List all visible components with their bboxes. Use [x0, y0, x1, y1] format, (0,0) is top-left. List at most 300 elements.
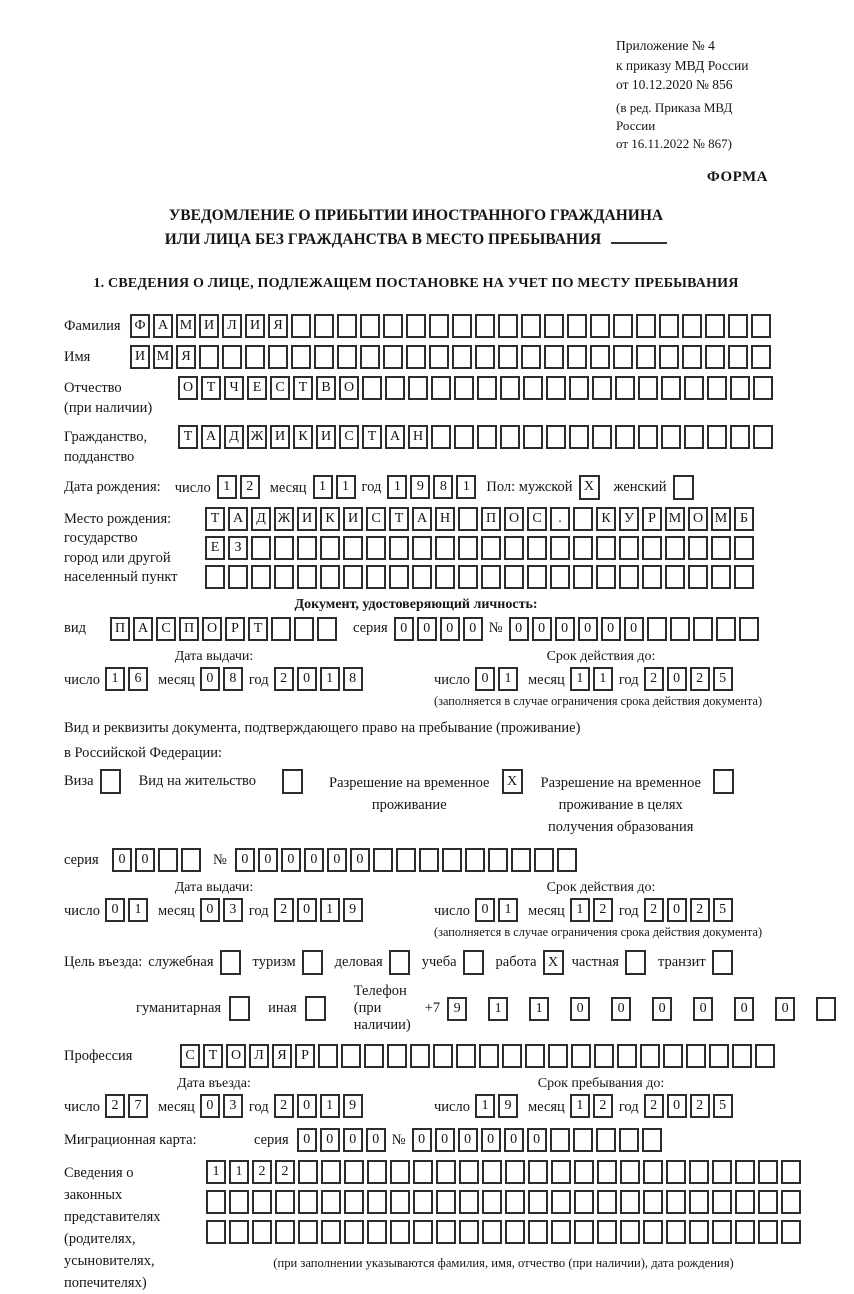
char-cell[interactable] — [816, 997, 836, 1021]
char-cell[interactable] — [320, 565, 340, 589]
char-cell[interactable]: 2 — [644, 667, 664, 691]
char-cell[interactable] — [459, 1220, 479, 1244]
char-cell[interactable] — [390, 1160, 410, 1184]
char-cell[interactable] — [475, 314, 495, 338]
char-cell[interactable] — [661, 425, 681, 449]
char-cell[interactable]: 1 — [498, 898, 518, 922]
char-cell[interactable]: О — [226, 1044, 246, 1068]
char-cell[interactable]: Ж — [274, 507, 294, 531]
char-cell[interactable] — [366, 565, 386, 589]
char-cell[interactable] — [548, 1044, 568, 1068]
char-cell[interactable] — [550, 1128, 570, 1152]
char-cell[interactable] — [337, 314, 357, 338]
purpose-transit-checkbox[interactable] — [712, 950, 733, 975]
residence-permit-checkbox[interactable] — [282, 769, 303, 794]
char-cell[interactable]: 0 — [509, 617, 529, 641]
char-cell[interactable] — [452, 345, 472, 369]
char-cell[interactable] — [390, 1190, 410, 1214]
char-cell[interactable] — [620, 1220, 640, 1244]
char-cell[interactable]: И — [199, 314, 219, 338]
char-cell[interactable] — [705, 314, 725, 338]
char-cell[interactable] — [482, 1160, 502, 1184]
char-cell[interactable] — [527, 565, 547, 589]
char-cell[interactable] — [367, 1190, 387, 1214]
char-cell[interactable] — [642, 1128, 662, 1152]
char-cell[interactable]: Р — [295, 1044, 315, 1068]
char-cell[interactable]: З — [228, 536, 248, 560]
char-cell[interactable]: Ж — [247, 425, 267, 449]
char-cell[interactable]: 2 — [252, 1160, 272, 1184]
char-cell[interactable]: С — [270, 376, 290, 400]
char-cell[interactable]: 1 — [570, 898, 590, 922]
char-cell[interactable] — [429, 314, 449, 338]
char-cell[interactable] — [252, 1190, 272, 1214]
char-cell[interactable] — [712, 1220, 732, 1244]
char-cell[interactable]: 1 — [498, 667, 518, 691]
char-cell[interactable]: 0 — [297, 1094, 317, 1118]
char-cell[interactable] — [321, 1190, 341, 1214]
char-cell[interactable] — [574, 1190, 594, 1214]
char-cell[interactable]: 8 — [223, 667, 243, 691]
char-cell[interactable] — [619, 536, 639, 560]
char-cell[interactable]: 0 — [435, 1128, 455, 1152]
char-cell[interactable]: 0 — [297, 1128, 317, 1152]
char-cell[interactable]: В — [316, 376, 336, 400]
char-cell[interactable]: К — [293, 425, 313, 449]
char-cell[interactable] — [528, 1160, 548, 1184]
char-cell[interactable]: 0 — [481, 1128, 501, 1152]
char-cell[interactable] — [615, 425, 635, 449]
char-cell[interactable]: 0 — [112, 848, 132, 872]
char-cell[interactable]: С — [527, 507, 547, 531]
char-cell[interactable] — [686, 1044, 706, 1068]
char-cell[interactable] — [367, 1220, 387, 1244]
char-cell[interactable] — [551, 1190, 571, 1214]
char-cell[interactable] — [413, 1220, 433, 1244]
char-cell[interactable] — [647, 617, 667, 641]
char-cell[interactable]: С — [180, 1044, 200, 1068]
char-cell[interactable]: О — [339, 376, 359, 400]
char-cell[interactable] — [711, 565, 731, 589]
char-cell[interactable] — [298, 1220, 318, 1244]
char-cell[interactable] — [229, 1190, 249, 1214]
char-cell[interactable] — [755, 1044, 775, 1068]
char-cell[interactable]: 0 — [475, 667, 495, 691]
char-cell[interactable] — [482, 1220, 502, 1244]
char-cell[interactable] — [712, 1190, 732, 1214]
char-cell[interactable]: 0 — [350, 848, 370, 872]
char-cell[interactable]: И — [270, 425, 290, 449]
char-cell[interactable] — [504, 565, 524, 589]
char-cell[interactable] — [268, 345, 288, 369]
char-cell[interactable] — [274, 536, 294, 560]
char-cell[interactable] — [615, 376, 635, 400]
char-cell[interactable]: 2 — [690, 898, 710, 922]
char-cell[interactable]: 2 — [275, 1160, 295, 1184]
char-cell[interactable]: И — [316, 425, 336, 449]
char-cell[interactable] — [364, 1044, 384, 1068]
char-cell[interactable] — [592, 376, 612, 400]
char-cell[interactable] — [511, 848, 531, 872]
char-cell[interactable]: 2 — [690, 667, 710, 691]
char-cell[interactable]: 2 — [274, 1094, 294, 1118]
char-cell[interactable] — [693, 617, 713, 641]
char-cell[interactable]: 8 — [433, 475, 453, 499]
char-cell[interactable] — [753, 376, 773, 400]
char-cell[interactable]: 1 — [320, 1094, 340, 1118]
char-cell[interactable]: Я — [176, 345, 196, 369]
char-cell[interactable] — [525, 1044, 545, 1068]
char-cell[interactable] — [291, 345, 311, 369]
char-cell[interactable] — [321, 1160, 341, 1184]
char-cell[interactable]: А — [228, 507, 248, 531]
char-cell[interactable]: Е — [247, 376, 267, 400]
char-cell[interactable] — [682, 314, 702, 338]
char-cell[interactable] — [642, 536, 662, 560]
char-cell[interactable] — [551, 1160, 571, 1184]
char-cell[interactable] — [613, 345, 633, 369]
char-cell[interactable]: 0 — [105, 898, 125, 922]
char-cell[interactable] — [390, 1220, 410, 1244]
char-cell[interactable] — [590, 345, 610, 369]
char-cell[interactable] — [271, 617, 291, 641]
char-cell[interactable] — [670, 617, 690, 641]
char-cell[interactable] — [481, 536, 501, 560]
char-cell[interactable] — [688, 536, 708, 560]
char-cell[interactable] — [373, 848, 393, 872]
char-cell[interactable]: 0 — [343, 1128, 363, 1152]
char-cell[interactable] — [643, 1220, 663, 1244]
char-cell[interactable] — [360, 345, 380, 369]
char-cell[interactable]: 0 — [135, 848, 155, 872]
char-cell[interactable] — [459, 1160, 479, 1184]
char-cell[interactable] — [643, 1160, 663, 1184]
char-cell[interactable] — [385, 376, 405, 400]
char-cell[interactable] — [574, 1160, 594, 1184]
char-cell[interactable]: 2 — [690, 1094, 710, 1118]
char-cell[interactable] — [433, 1044, 453, 1068]
char-cell[interactable] — [734, 565, 754, 589]
char-cell[interactable] — [298, 1190, 318, 1214]
char-cell[interactable] — [753, 425, 773, 449]
char-cell[interactable]: 9 — [410, 475, 430, 499]
char-cell[interactable] — [709, 1044, 729, 1068]
char-cell[interactable]: 1 — [229, 1160, 249, 1184]
char-cell[interactable]: Р — [225, 617, 245, 641]
char-cell[interactable] — [758, 1220, 778, 1244]
char-cell[interactable] — [318, 1044, 338, 1068]
char-cell[interactable]: У — [619, 507, 639, 531]
purpose-business-checkbox[interactable] — [389, 950, 410, 975]
char-cell[interactable]: Д — [224, 425, 244, 449]
char-cell[interactable]: И — [130, 345, 150, 369]
char-cell[interactable] — [728, 345, 748, 369]
char-cell[interactable]: 5 — [713, 667, 733, 691]
char-cell[interactable] — [297, 565, 317, 589]
char-cell[interactable] — [567, 345, 587, 369]
char-cell[interactable]: С — [339, 425, 359, 449]
char-cell[interactable] — [343, 536, 363, 560]
char-cell[interactable]: О — [178, 376, 198, 400]
char-cell[interactable] — [619, 565, 639, 589]
char-cell[interactable]: И — [297, 507, 317, 531]
char-cell[interactable]: 0 — [475, 898, 495, 922]
char-cell[interactable] — [298, 1160, 318, 1184]
char-cell[interactable] — [251, 536, 271, 560]
char-cell[interactable] — [684, 425, 704, 449]
char-cell[interactable] — [504, 536, 524, 560]
char-cell[interactable] — [546, 425, 566, 449]
char-cell[interactable] — [406, 314, 426, 338]
char-cell[interactable]: Я — [268, 314, 288, 338]
char-cell[interactable] — [344, 1160, 364, 1184]
char-cell[interactable]: 0 — [775, 997, 795, 1021]
char-cell[interactable]: Н — [435, 507, 455, 531]
char-cell[interactable] — [410, 1044, 430, 1068]
char-cell[interactable] — [758, 1190, 778, 1214]
char-cell[interactable] — [222, 345, 242, 369]
char-cell[interactable]: 0 — [440, 617, 460, 641]
char-cell[interactable]: 1 — [475, 1094, 495, 1118]
char-cell[interactable] — [617, 1044, 637, 1068]
char-cell[interactable] — [205, 565, 225, 589]
char-cell[interactable] — [158, 848, 178, 872]
char-cell[interactable]: Л — [222, 314, 242, 338]
char-cell[interactable] — [481, 565, 501, 589]
char-cell[interactable] — [735, 1220, 755, 1244]
purpose-tourism-checkbox[interactable] — [302, 950, 323, 975]
char-cell[interactable] — [389, 536, 409, 560]
char-cell[interactable]: 1 — [593, 667, 613, 691]
char-cell[interactable]: Т — [203, 1044, 223, 1068]
char-cell[interactable]: 0 — [578, 617, 598, 641]
char-cell[interactable] — [436, 1160, 456, 1184]
purpose-study-checkbox[interactable] — [463, 950, 484, 975]
char-cell[interactable] — [429, 345, 449, 369]
char-cell[interactable]: И — [245, 314, 265, 338]
char-cell[interactable] — [642, 565, 662, 589]
char-cell[interactable]: 1 — [570, 667, 590, 691]
char-cell[interactable] — [435, 565, 455, 589]
char-cell[interactable]: 9 — [343, 898, 363, 922]
char-cell[interactable]: 9 — [447, 997, 467, 1021]
char-cell[interactable]: А — [412, 507, 432, 531]
char-cell[interactable]: 1 — [336, 475, 356, 499]
purpose-private-checkbox[interactable] — [625, 950, 646, 975]
purpose-other-checkbox[interactable] — [305, 996, 326, 1021]
char-cell[interactable] — [344, 1220, 364, 1244]
char-cell[interactable] — [206, 1190, 226, 1214]
char-cell[interactable]: 0 — [734, 997, 754, 1021]
char-cell[interactable] — [661, 376, 681, 400]
char-cell[interactable] — [550, 536, 570, 560]
char-cell[interactable] — [228, 565, 248, 589]
char-cell[interactable]: 0 — [611, 997, 631, 1021]
char-cell[interactable]: 2 — [644, 1094, 664, 1118]
char-cell[interactable]: 0 — [652, 997, 672, 1021]
char-cell[interactable]: 0 — [463, 617, 483, 641]
char-cell[interactable]: И — [343, 507, 363, 531]
char-cell[interactable] — [689, 1190, 709, 1214]
char-cell[interactable]: К — [596, 507, 616, 531]
char-cell[interactable] — [659, 314, 679, 338]
char-cell[interactable] — [573, 507, 593, 531]
char-cell[interactable] — [413, 1190, 433, 1214]
char-cell[interactable] — [689, 1160, 709, 1184]
char-cell[interactable] — [567, 314, 587, 338]
char-cell[interactable] — [596, 1128, 616, 1152]
char-cell[interactable]: А — [133, 617, 153, 641]
char-cell[interactable] — [452, 314, 472, 338]
char-cell[interactable] — [317, 617, 337, 641]
male-checkbox[interactable]: X — [579, 475, 600, 500]
char-cell[interactable]: 1 — [313, 475, 333, 499]
char-cell[interactable] — [505, 1190, 525, 1214]
char-cell[interactable]: 1 — [206, 1160, 226, 1184]
char-cell[interactable] — [360, 314, 380, 338]
char-cell[interactable] — [412, 536, 432, 560]
char-cell[interactable] — [638, 425, 658, 449]
char-cell[interactable] — [527, 536, 547, 560]
char-cell[interactable] — [666, 1160, 686, 1184]
char-cell[interactable] — [590, 314, 610, 338]
char-cell[interactable] — [297, 536, 317, 560]
char-cell[interactable] — [482, 1190, 502, 1214]
char-cell[interactable]: Т — [362, 425, 382, 449]
char-cell[interactable]: 0 — [570, 997, 590, 1021]
char-cell[interactable] — [707, 376, 727, 400]
char-cell[interactable] — [314, 314, 334, 338]
char-cell[interactable] — [458, 536, 478, 560]
char-cell[interactable]: 0 — [320, 1128, 340, 1152]
char-cell[interactable]: 0 — [504, 1128, 524, 1152]
char-cell[interactable]: П — [179, 617, 199, 641]
char-cell[interactable] — [181, 848, 201, 872]
char-cell[interactable] — [505, 1220, 525, 1244]
char-cell[interactable] — [597, 1190, 617, 1214]
char-cell[interactable] — [666, 1190, 686, 1214]
char-cell[interactable]: 0 — [532, 617, 552, 641]
char-cell[interactable] — [362, 376, 382, 400]
char-cell[interactable]: 6 — [128, 667, 148, 691]
char-cell[interactable] — [659, 345, 679, 369]
char-cell[interactable]: Е — [205, 536, 225, 560]
char-cell[interactable] — [573, 565, 593, 589]
char-cell[interactable] — [502, 1044, 522, 1068]
char-cell[interactable] — [419, 848, 439, 872]
char-cell[interactable]: 1 — [128, 898, 148, 922]
temp-residence-checkbox[interactable]: X — [502, 769, 523, 794]
char-cell[interactable]: М — [665, 507, 685, 531]
char-cell[interactable] — [406, 345, 426, 369]
char-cell[interactable] — [321, 1220, 341, 1244]
char-cell[interactable] — [557, 848, 577, 872]
char-cell[interactable] — [665, 565, 685, 589]
char-cell[interactable] — [751, 314, 771, 338]
char-cell[interactable]: Ф — [130, 314, 150, 338]
char-cell[interactable]: П — [110, 617, 130, 641]
char-cell[interactable] — [294, 617, 314, 641]
char-cell[interactable]: 2 — [593, 1094, 613, 1118]
char-cell[interactable] — [454, 376, 474, 400]
char-cell[interactable]: 0 — [527, 1128, 547, 1152]
char-cell[interactable] — [636, 345, 656, 369]
char-cell[interactable]: 0 — [200, 1094, 220, 1118]
char-cell[interactable] — [751, 345, 771, 369]
char-cell[interactable] — [431, 425, 451, 449]
char-cell[interactable]: . — [550, 507, 570, 531]
char-cell[interactable] — [638, 376, 658, 400]
char-cell[interactable] — [569, 376, 589, 400]
char-cell[interactable]: С — [366, 507, 386, 531]
char-cell[interactable] — [436, 1190, 456, 1214]
char-cell[interactable] — [732, 1044, 752, 1068]
char-cell[interactable] — [735, 1160, 755, 1184]
char-cell[interactable] — [596, 565, 616, 589]
char-cell[interactable]: 1 — [488, 997, 508, 1021]
temp-residence-edu-checkbox[interactable] — [713, 769, 734, 794]
char-cell[interactable] — [592, 425, 612, 449]
char-cell[interactable] — [597, 1160, 617, 1184]
char-cell[interactable]: 1 — [320, 898, 340, 922]
char-cell[interactable] — [544, 314, 564, 338]
char-cell[interactable]: 3 — [223, 1094, 243, 1118]
char-cell[interactable] — [498, 314, 518, 338]
char-cell[interactable] — [663, 1044, 683, 1068]
char-cell[interactable]: 0 — [601, 617, 621, 641]
char-cell[interactable] — [688, 565, 708, 589]
char-cell[interactable]: 0 — [366, 1128, 386, 1152]
char-cell[interactable]: Т — [389, 507, 409, 531]
char-cell[interactable] — [546, 376, 566, 400]
char-cell[interactable] — [383, 314, 403, 338]
char-cell[interactable] — [569, 425, 589, 449]
char-cell[interactable]: 0 — [235, 848, 255, 872]
char-cell[interactable] — [477, 376, 497, 400]
char-cell[interactable] — [206, 1220, 226, 1244]
char-cell[interactable] — [613, 314, 633, 338]
char-cell[interactable] — [534, 848, 554, 872]
char-cell[interactable] — [252, 1220, 272, 1244]
char-cell[interactable]: О — [688, 507, 708, 531]
char-cell[interactable]: К — [320, 507, 340, 531]
char-cell[interactable] — [666, 1220, 686, 1244]
char-cell[interactable]: Т — [293, 376, 313, 400]
char-cell[interactable] — [523, 425, 543, 449]
char-cell[interactable]: 0 — [458, 1128, 478, 1152]
char-cell[interactable] — [477, 425, 497, 449]
char-cell[interactable] — [367, 1160, 387, 1184]
char-cell[interactable] — [341, 1044, 361, 1068]
char-cell[interactable]: Р — [642, 507, 662, 531]
char-cell[interactable] — [435, 536, 455, 560]
char-cell[interactable] — [344, 1190, 364, 1214]
char-cell[interactable] — [479, 1044, 499, 1068]
char-cell[interactable] — [343, 565, 363, 589]
char-cell[interactable] — [431, 376, 451, 400]
char-cell[interactable]: 9 — [498, 1094, 518, 1118]
char-cell[interactable] — [596, 536, 616, 560]
char-cell[interactable] — [682, 345, 702, 369]
char-cell[interactable]: Я — [272, 1044, 292, 1068]
female-checkbox[interactable] — [673, 475, 694, 500]
char-cell[interactable] — [574, 1220, 594, 1244]
char-cell[interactable] — [620, 1190, 640, 1214]
char-cell[interactable] — [383, 345, 403, 369]
char-cell[interactable]: Б — [734, 507, 754, 531]
char-cell[interactable] — [781, 1220, 801, 1244]
char-cell[interactable] — [475, 345, 495, 369]
